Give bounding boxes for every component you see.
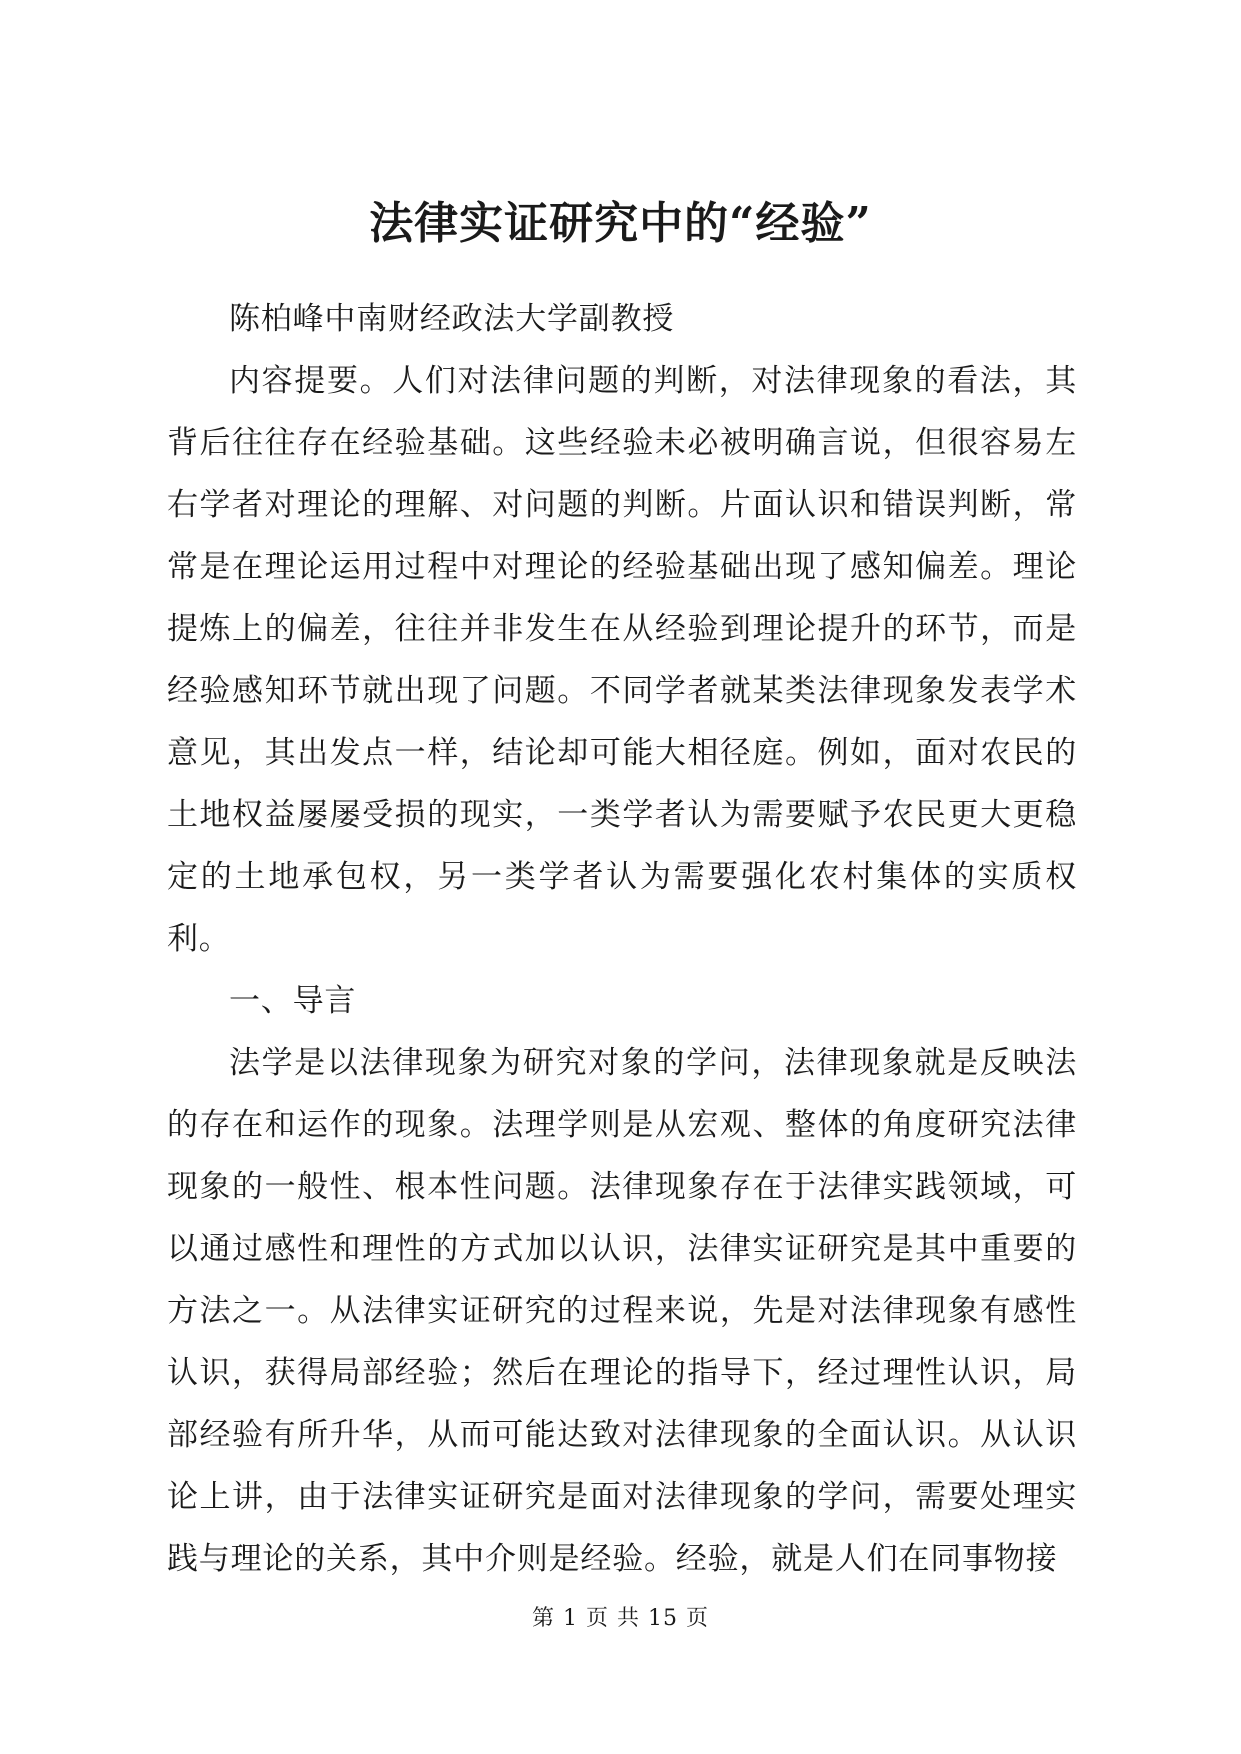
abstract-paragraph: 内容提要。人们对法律问题的判断，对法律现象的看法，其背后往往存在经验基础。这些经验未必被明确言说，但很容易左右学者对理论的理解、对问题的判断。片面认识和错误判断，常常是在理论运用过程中对理论的经验基础出现了感知偏差。理论提炼上的偏差，往往并非发生在从经验到理论提升的环节，而是经验感知环节就出现了问题。不同学者就某类法律现象发表学术意见，其出发点一样，结论却可能大相径庭。例如，面对农民的土地权益屡屡受损的现实，一类学者认为需要赋予农民更大更稳定的土地承包权，另一类学者认为需要强化农村集体的实质权利。 bbox=[167, 363, 1077, 957]
section-heading-introduction: 一、导言 bbox=[229, 983, 357, 1019]
page-footer: 第 1 页 共 15 页 bbox=[532, 1606, 709, 1631]
document-title: 法律实证研究中的“经验” bbox=[369, 198, 872, 249]
document-body bbox=[167, 288, 1077, 1590]
introduction-paragraph: 法学是以法律现象为研究对象的学问，法律现象就是反映法的存在和运作的现象。法理学则是从宏观、整体的角度研究法律现象的一般性、根本性问题。法律现象存在于法律实践领域，可以通过感性和理性的方式加以认识，法律实证研究是其中重要的方法之一。从法律实证研究的过程来说，先是对法律现象有感性认识，获得局部经验；然后在理论的指导下，经过理性认识，局部经验有所升华，从而可能达致对法律现象的全面认识。从认识论上讲，由于法律实证研究是面对法律现象的学问，需要处理实践与理论的关系，其中介则是经验。经验，就是人们在同事物接 bbox=[167, 1045, 1077, 1577]
author-line: 陈柏峰中南财经政法大学副教授 bbox=[229, 301, 675, 337]
